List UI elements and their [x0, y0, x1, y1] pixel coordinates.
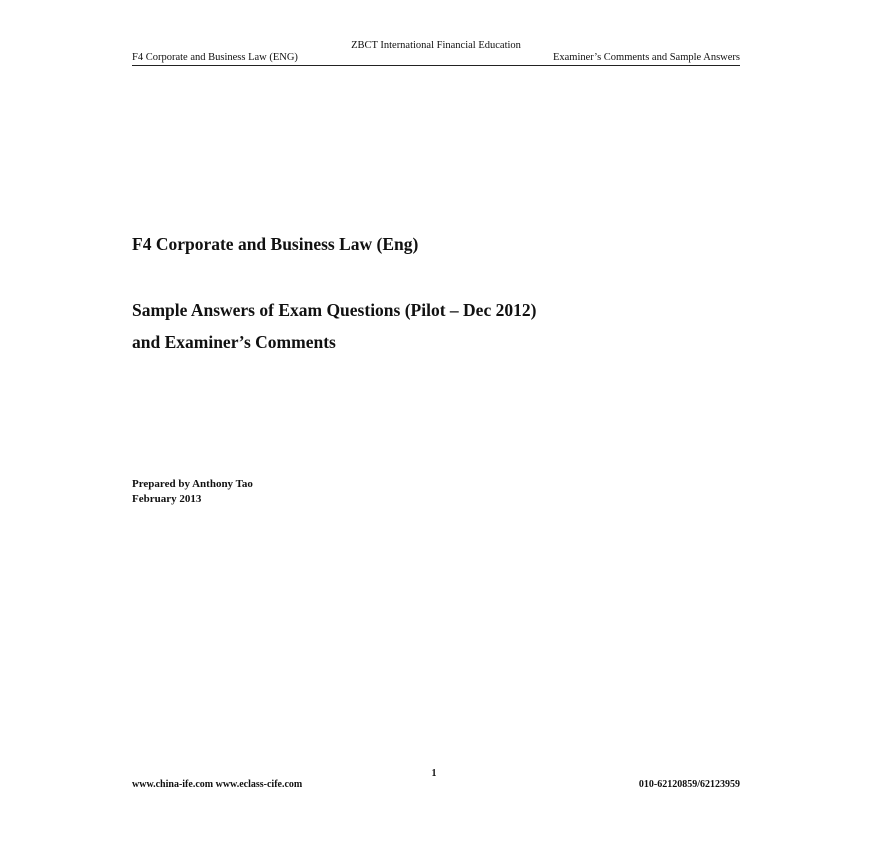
- course-title: F4 Corporate and Business Law (Eng): [132, 234, 419, 254]
- title-block: [132, 232, 752, 358]
- publication-date: February 2013: [132, 493, 202, 505]
- header-row: [132, 52, 740, 66]
- prepared-by: Prepared by Anthony Tao: [132, 478, 253, 490]
- header-section: Examiner’s Comments and Sample Answers: [552, 52, 740, 63]
- document-title: [132, 294, 752, 358]
- header-course-code: F4 Corporate and Business Law (ENG): [132, 52, 298, 63]
- author-block: [132, 477, 253, 507]
- page-footer: [132, 779, 740, 791]
- page-header: [132, 40, 740, 66]
- document-title-line-1: Sample Answers of Exam Questions (Pilot – Dec 2012): [132, 300, 537, 320]
- footer-phone: 010-62120859/62123959: [638, 779, 740, 790]
- header-organization: ZBCT International Financial Education: [351, 40, 521, 51]
- document-title-line-2: and Examiner’s Comments: [132, 332, 336, 352]
- page-number: 1: [431, 768, 437, 779]
- footer-websites: www.china-ife.com www.eclass-cife.com: [132, 779, 303, 790]
